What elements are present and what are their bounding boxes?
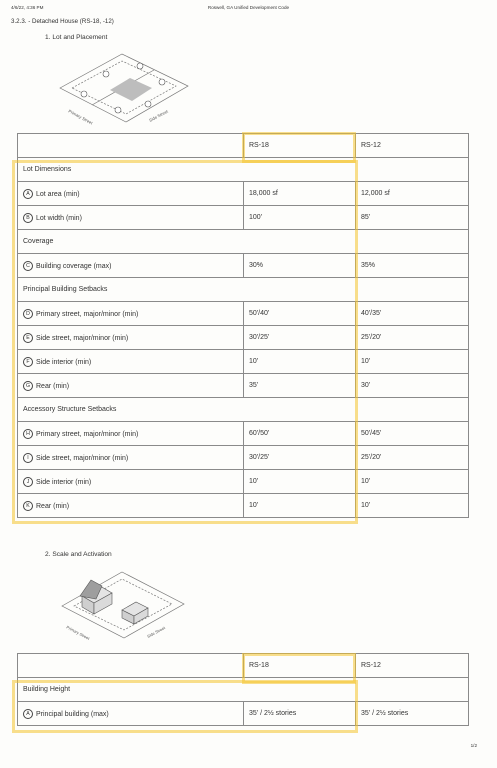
lot-outline bbox=[62, 572, 184, 638]
rs18-value: 30'/25' bbox=[244, 446, 356, 470]
group-heading: Building Height bbox=[18, 678, 469, 702]
rs18-value: 30'/25' bbox=[244, 326, 356, 350]
print-source: Roswell, GA Unified Development Code bbox=[207, 5, 290, 10]
circled-key-icon: H bbox=[23, 429, 33, 439]
rs12-value: 30' bbox=[356, 374, 469, 398]
row-label-cell bbox=[18, 494, 244, 518]
row-label-cell bbox=[18, 350, 244, 374]
rs12-value: 85' bbox=[356, 206, 469, 230]
table-row bbox=[18, 470, 469, 494]
circled-key-icon: G bbox=[23, 381, 33, 391]
circled-key-icon: D bbox=[23, 309, 33, 319]
table-row bbox=[18, 374, 469, 398]
group-heading-row bbox=[18, 230, 469, 254]
row-label: Side street, major/minor (min) bbox=[36, 334, 129, 342]
diagram-street-primary: Primary Street bbox=[65, 624, 91, 641]
row-label-cell bbox=[18, 254, 244, 278]
row-label: Principal building (max) bbox=[36, 710, 109, 718]
row-label: Side interior (min) bbox=[36, 478, 92, 486]
rs18-value: 100' bbox=[244, 206, 356, 230]
circled-key-icon: B bbox=[23, 213, 33, 223]
circled-key-icon: A bbox=[23, 709, 33, 719]
rs12-value: 10' bbox=[356, 494, 469, 518]
rs12-value: 35' / 2½ stories bbox=[356, 702, 469, 726]
lot-placement-table bbox=[17, 133, 469, 518]
building-footprint bbox=[110, 78, 152, 101]
column-header: RS-18 bbox=[244, 654, 356, 678]
circled-key-icon: F bbox=[23, 357, 33, 367]
rs12-value: 35% bbox=[356, 254, 469, 278]
group-heading-row bbox=[18, 278, 469, 302]
rs12-value: 50'/45' bbox=[356, 422, 469, 446]
circled-key-icon: E bbox=[23, 333, 33, 343]
scale-activation-diagram bbox=[52, 566, 192, 644]
table-header-row bbox=[18, 134, 469, 158]
table-row bbox=[18, 182, 469, 206]
row-label-cell bbox=[18, 470, 244, 494]
section-title: 3.2.3. - Detached House (RS-18, -12) bbox=[11, 18, 114, 25]
circled-key-icon: A bbox=[23, 189, 33, 199]
group-heading: Coverage bbox=[18, 230, 469, 254]
rs18-value: 35' bbox=[244, 374, 356, 398]
row-label: Lot width (min) bbox=[36, 214, 82, 222]
row-label: Rear (min) bbox=[36, 502, 70, 510]
row-label-cell bbox=[18, 422, 244, 446]
row-label-cell bbox=[18, 206, 244, 230]
circled-key-icon: J bbox=[23, 477, 33, 487]
rs12-value: 25'/20' bbox=[356, 446, 469, 470]
group-heading-row bbox=[18, 678, 469, 702]
row-label: Lot area (min) bbox=[36, 190, 80, 198]
row-label-cell bbox=[18, 302, 244, 326]
group-heading-row bbox=[18, 158, 469, 182]
rs18-value: 10' bbox=[244, 350, 356, 374]
scale-activation-table bbox=[17, 653, 469, 726]
table-row bbox=[18, 350, 469, 374]
row-label: Rear (min) bbox=[36, 382, 70, 390]
table-row bbox=[18, 494, 469, 518]
group-heading: Lot Dimensions bbox=[18, 158, 469, 182]
group-heading-row bbox=[18, 398, 469, 422]
diagram-street-side: Side Street bbox=[146, 625, 166, 639]
rs12-value: 12,000 sf bbox=[356, 182, 469, 206]
group-heading: Principal Building Setbacks bbox=[18, 278, 469, 302]
row-label: Building coverage (max) bbox=[36, 262, 112, 270]
table-row bbox=[18, 422, 469, 446]
table-row bbox=[18, 302, 469, 326]
rs12-value: 10' bbox=[356, 350, 469, 374]
column-header: RS-12 bbox=[356, 134, 469, 158]
row-label-cell bbox=[18, 326, 244, 350]
row-label-cell bbox=[18, 702, 244, 726]
rs18-value: 60'/50' bbox=[244, 422, 356, 446]
rs18-value: 30% bbox=[244, 254, 356, 278]
print-timestamp: 4/6/22, 4:36 PM bbox=[11, 5, 44, 10]
row-label-cell bbox=[18, 182, 244, 206]
scale-activation-title: 2. Scale and Activation bbox=[45, 551, 112, 558]
row-label: Primary street, major/minor (min) bbox=[36, 310, 139, 318]
table-row bbox=[18, 702, 469, 726]
row-label: Side interior (min) bbox=[36, 358, 92, 366]
group-heading: Accessory Structure Setbacks bbox=[18, 398, 469, 422]
page-number: 1/2 bbox=[470, 743, 477, 748]
table-row bbox=[18, 446, 469, 470]
row-label: Primary street, major/minor (min) bbox=[36, 430, 139, 438]
row-label-cell bbox=[18, 374, 244, 398]
diagram-street-side: Side Street bbox=[148, 108, 169, 123]
circled-key-icon: K bbox=[23, 501, 33, 511]
rs18-value: 10' bbox=[244, 470, 356, 494]
lot-placement-title: 1. Lot and Placement bbox=[45, 34, 108, 41]
column-header: RS-12 bbox=[356, 654, 469, 678]
lot-placement-diagram bbox=[48, 46, 198, 130]
rs18-value: 18,000 sf bbox=[244, 182, 356, 206]
diagram-street-primary: Primary Street bbox=[67, 108, 94, 126]
rs12-value: 25'/20' bbox=[356, 326, 469, 350]
column-header bbox=[18, 134, 244, 158]
row-label-cell bbox=[18, 446, 244, 470]
circled-key-icon: C bbox=[23, 261, 33, 271]
row-label: Side street, major/minor (min) bbox=[36, 454, 129, 462]
table-row bbox=[18, 206, 469, 230]
column-header: RS-18 bbox=[244, 134, 356, 158]
house-model bbox=[80, 580, 148, 624]
table-row bbox=[18, 326, 469, 350]
table-row bbox=[18, 254, 469, 278]
rs18-value: 35' / 2½ stories bbox=[244, 702, 356, 726]
circled-key-icon: I bbox=[23, 453, 33, 463]
rs18-value: 50'/40' bbox=[244, 302, 356, 326]
rs12-value: 10' bbox=[356, 470, 469, 494]
table-header-row bbox=[18, 654, 469, 678]
rs12-value: 40'/35' bbox=[356, 302, 469, 326]
column-header bbox=[18, 654, 244, 678]
rs18-value: 10' bbox=[244, 494, 356, 518]
